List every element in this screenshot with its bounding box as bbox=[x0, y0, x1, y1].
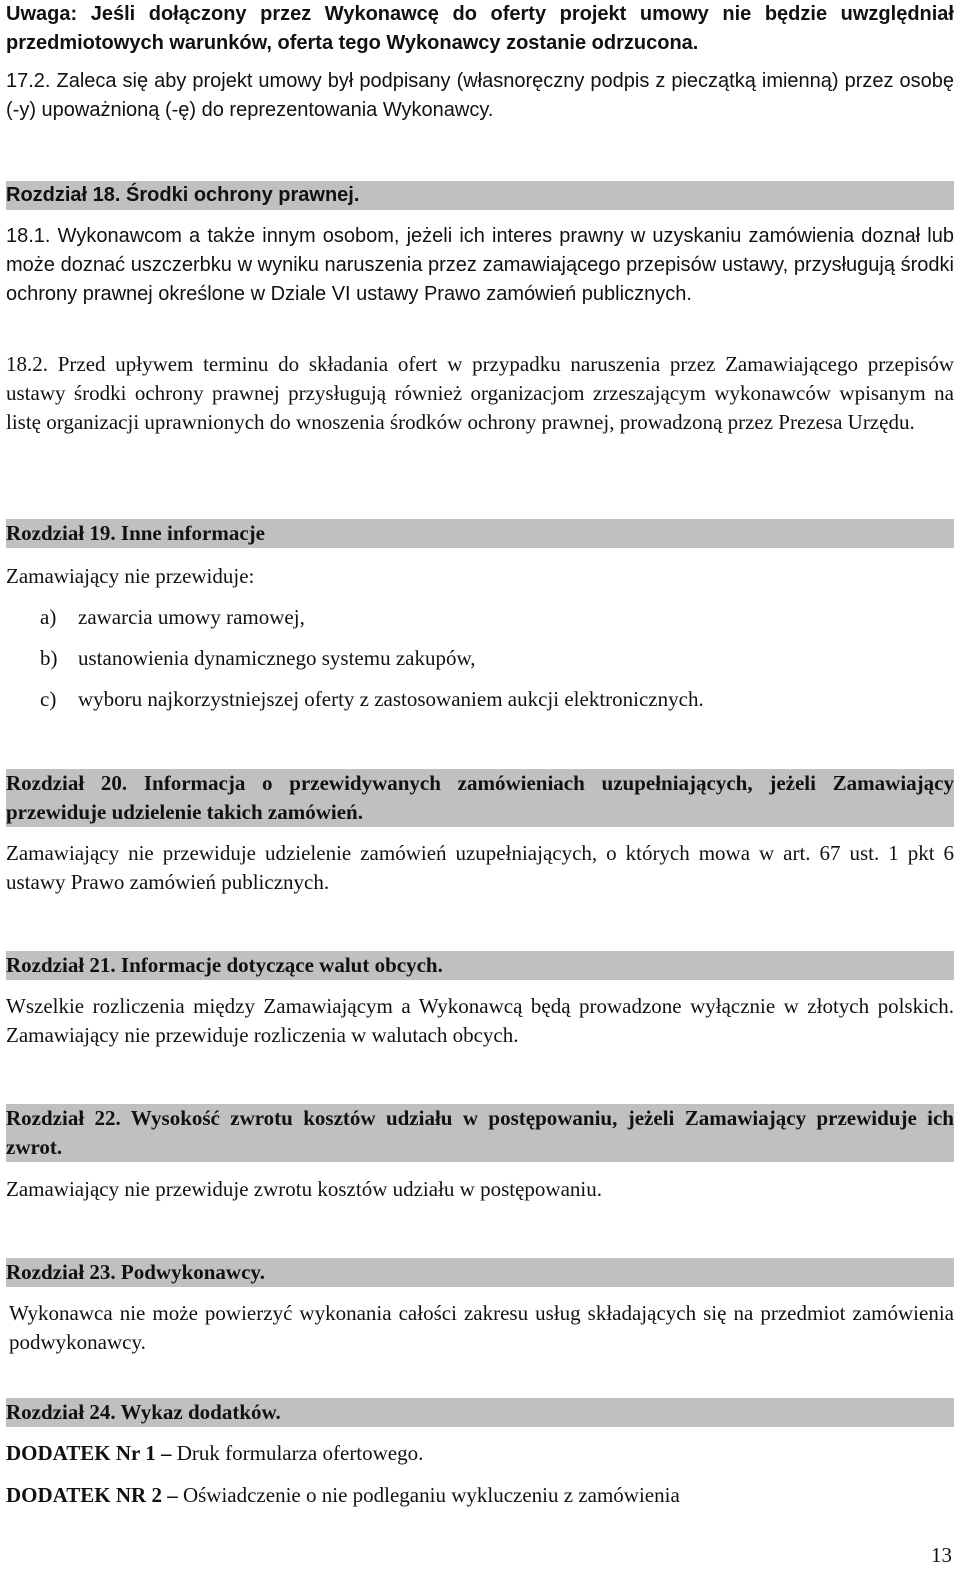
paragraph-17-2: 17.2. Zaleca się aby projekt umowy był podpisany (własnoręczny podpis z pieczątką imienną) przez osobę (-y) upoważnioną (-ę) do reprezentowania Wykonawcy. bbox=[6, 70, 954, 121]
section-22-heading: Rozdział 22. Wysokość zwrotu kosztów udziału w postępowaniu, jeżeli Zamawiający przewiduje ich zwrot. bbox=[6, 1104, 954, 1162]
section-18-heading-text: Rozdział 18. Środki ochrony prawnej. bbox=[6, 184, 360, 206]
attachment-dash: – bbox=[160, 1441, 172, 1465]
section-20-heading: Rozdział 20. Informacja o przewidywanych zamówieniach uzupełniających, jeżeli Zamawiający przewiduje udzielenie takich zamówień. bbox=[6, 769, 954, 827]
section-19-intro: Zamawiający nie przewiduje: bbox=[6, 564, 255, 588]
section-23-heading-text: Rozdział 23. Podwykonawcy. bbox=[6, 1260, 266, 1284]
section-21-heading-text: Rozdział 21. Informacje dotyczące walut obcych. bbox=[6, 953, 443, 977]
attachment-item bbox=[6, 1439, 954, 1481]
paragraph-18-1: 18.1. Wykonawcom a także innym osobom, jeżeli ich interes prawny w uzyskaniu zamówienia doznał lub może doznać uszczerbku w wyniku naruszenia przez zamawiającego przepisów ustawy, przysługują środki ochrony prawnej określone w Dziale VI ustawy Prawo zamówień publicznych. bbox=[6, 225, 954, 305]
attachment-label: DODATEK NR 2 bbox=[6, 1483, 162, 1507]
warning-note: Uwaga: Jeśli dołączony przez Wykonawcę do oferty projekt umowy nie będzie uwzględniał przedmiotowych warunków, oferta tego Wykonawcy zostanie odrzucona. bbox=[6, 3, 954, 54]
attachment-label: DODATEK Nr 1 bbox=[6, 1441, 156, 1465]
paragraph-18-2: 18.2. Przed upływem terminu do składania ofert w przypadku naruszenia przez Zamawiającego przepisów ustawy środki ochrony prawnej przysługują również organizacjom zrzeszającym wykonawców wpisanym na listę organizacji uprawnionych do wnoszenia środków ochrony prawnej, prowadzoną przez Prezesa Urzędu. bbox=[6, 352, 954, 434]
list-item bbox=[6, 685, 954, 726]
section-19-heading-text: Rozdział 19. Inne informacje bbox=[6, 521, 265, 545]
list-item-text: wyboru najkorzystniejszej oferty z zastosowaniem aukcji elektronicznych. bbox=[78, 687, 704, 711]
list-item bbox=[6, 644, 954, 685]
list-item bbox=[6, 603, 954, 644]
page-number: 13 bbox=[931, 1543, 952, 1567]
list-item-marker: c) bbox=[40, 687, 57, 711]
section-20-text: Zamawiający nie przewiduje udzielenie zamówień uzupełniających, o których mowa w art. 67 ust. 1 pkt 6 ustawy Prawo zamówień publicznych. bbox=[6, 841, 954, 894]
section-24-heading bbox=[6, 1398, 954, 1427]
attachment-title: Oświadczenie o nie podleganiu wykluczeniu z zamówienia bbox=[182, 1483, 680, 1507]
section-19-list bbox=[6, 603, 954, 726]
attachment-title: Druk formularza ofertowego. bbox=[176, 1441, 424, 1465]
section-18-heading bbox=[6, 181, 954, 210]
attachment-dash: – bbox=[167, 1483, 178, 1507]
attachment-item bbox=[6, 1481, 954, 1523]
section-23-text: Wykonawca nie może powierzyć wykonania całości zakresu usług składających się na przedmiot zamówienia podwykonawcy. bbox=[9, 1301, 954, 1354]
section-21-text: Wszelkie rozliczenia między Zamawiającym a Wykonawcą będą prowadzone wyłącznie w złotych polskich. Zamawiający nie przewiduje rozliczenia w walutach obcych. bbox=[6, 994, 954, 1047]
list-item-text: zawarcia umowy ramowej, bbox=[78, 605, 305, 629]
section-19-heading bbox=[6, 519, 954, 548]
list-item-marker: a) bbox=[40, 605, 57, 629]
section-21-heading bbox=[6, 951, 954, 980]
list-item-marker: b) bbox=[40, 646, 58, 670]
list-item-text: ustanowienia dynamicznego systemu zakupów, bbox=[78, 646, 476, 670]
section-23-heading bbox=[6, 1258, 954, 1287]
attachment-list bbox=[6, 1439, 954, 1523]
section-22-text: Zamawiający nie przewiduje zwrotu kosztów udziału w postępowaniu. bbox=[6, 1177, 602, 1201]
section-24-heading-text: Rozdział 24. Wykaz dodatków. bbox=[6, 1400, 281, 1424]
